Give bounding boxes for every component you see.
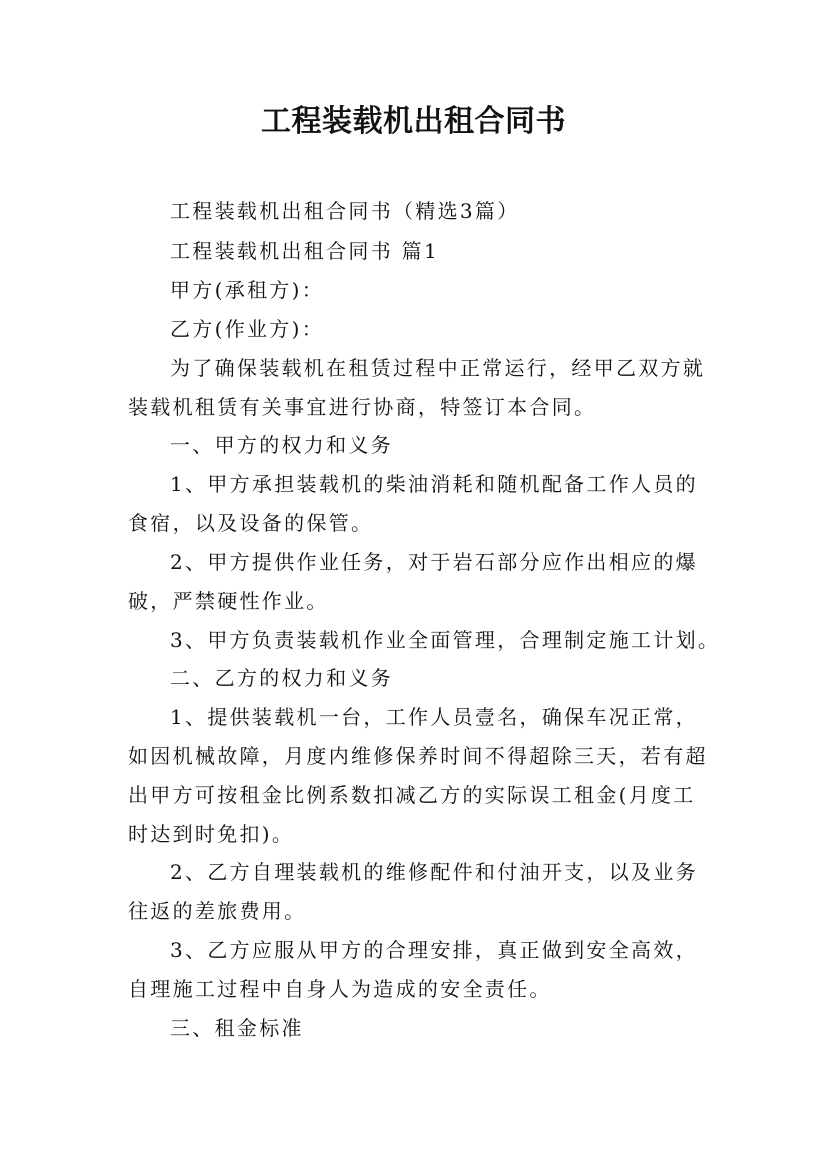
paragraph-line: 往返的差旅费用。: [128, 899, 307, 923]
subtitle-line: 工程装载机出租合同书（精选3篇）: [170, 199, 520, 223]
paragraph-line: 3、甲方负责装载机作业全面管理，合理制定施工计划。: [170, 628, 721, 652]
paragraph-line: 自理施工过程中自身人为造成的安全责任。: [128, 977, 552, 1001]
paragraph-line: 装载机租赁有关事宜进行协商，特签订本合同。: [128, 395, 597, 419]
paragraph-line: 出甲方可按租金比例系数扣减乙方的实际误工租金(月度工: [128, 783, 696, 807]
paragraph-line: 如因机械故障，月度内维修保养时间不得超除三天，若有超: [128, 744, 708, 768]
paragraph-line: 1、甲方承担装载机的柴油消耗和随机配备工作人员的: [170, 472, 698, 496]
document-title: 工程装载机出租合同书: [261, 104, 566, 139]
paragraph-line: 破，严禁硬性作业。: [128, 589, 329, 613]
paragraph-line: 时达到时免扣)。: [128, 822, 295, 846]
paragraph-line: 3、乙方应服从甲方的合理安排，真正做到安全高效，: [170, 938, 698, 962]
section-heading-line: 工程装载机出租合同书 篇1: [170, 239, 439, 263]
party-b-line: 乙方(作业方)：: [170, 317, 325, 341]
paragraph-line: 2、甲方提供作业任务，对于岩石部分应作出相应的爆: [170, 550, 698, 574]
paragraph-line: 1、提供装载机一台，工作人员壹名，确保车况正常，: [170, 705, 698, 729]
paragraph-line: 为了确保装载机在租赁过程中正常运行，经甲乙双方就: [170, 356, 706, 380]
clause-heading-line: 一、甲方的权力和义务: [170, 433, 393, 457]
clause-heading-line: 三、租金标准: [170, 1016, 304, 1040]
clause-heading-line: 二、乙方的权力和义务: [170, 666, 393, 690]
party-a-line: 甲方(承租方)：: [170, 278, 325, 302]
paragraph-line: 食宿，以及设备的保管。: [128, 511, 374, 535]
paragraph-line: 2、乙方自理装载机的维修配件和付油开支，以及业务: [170, 860, 698, 884]
